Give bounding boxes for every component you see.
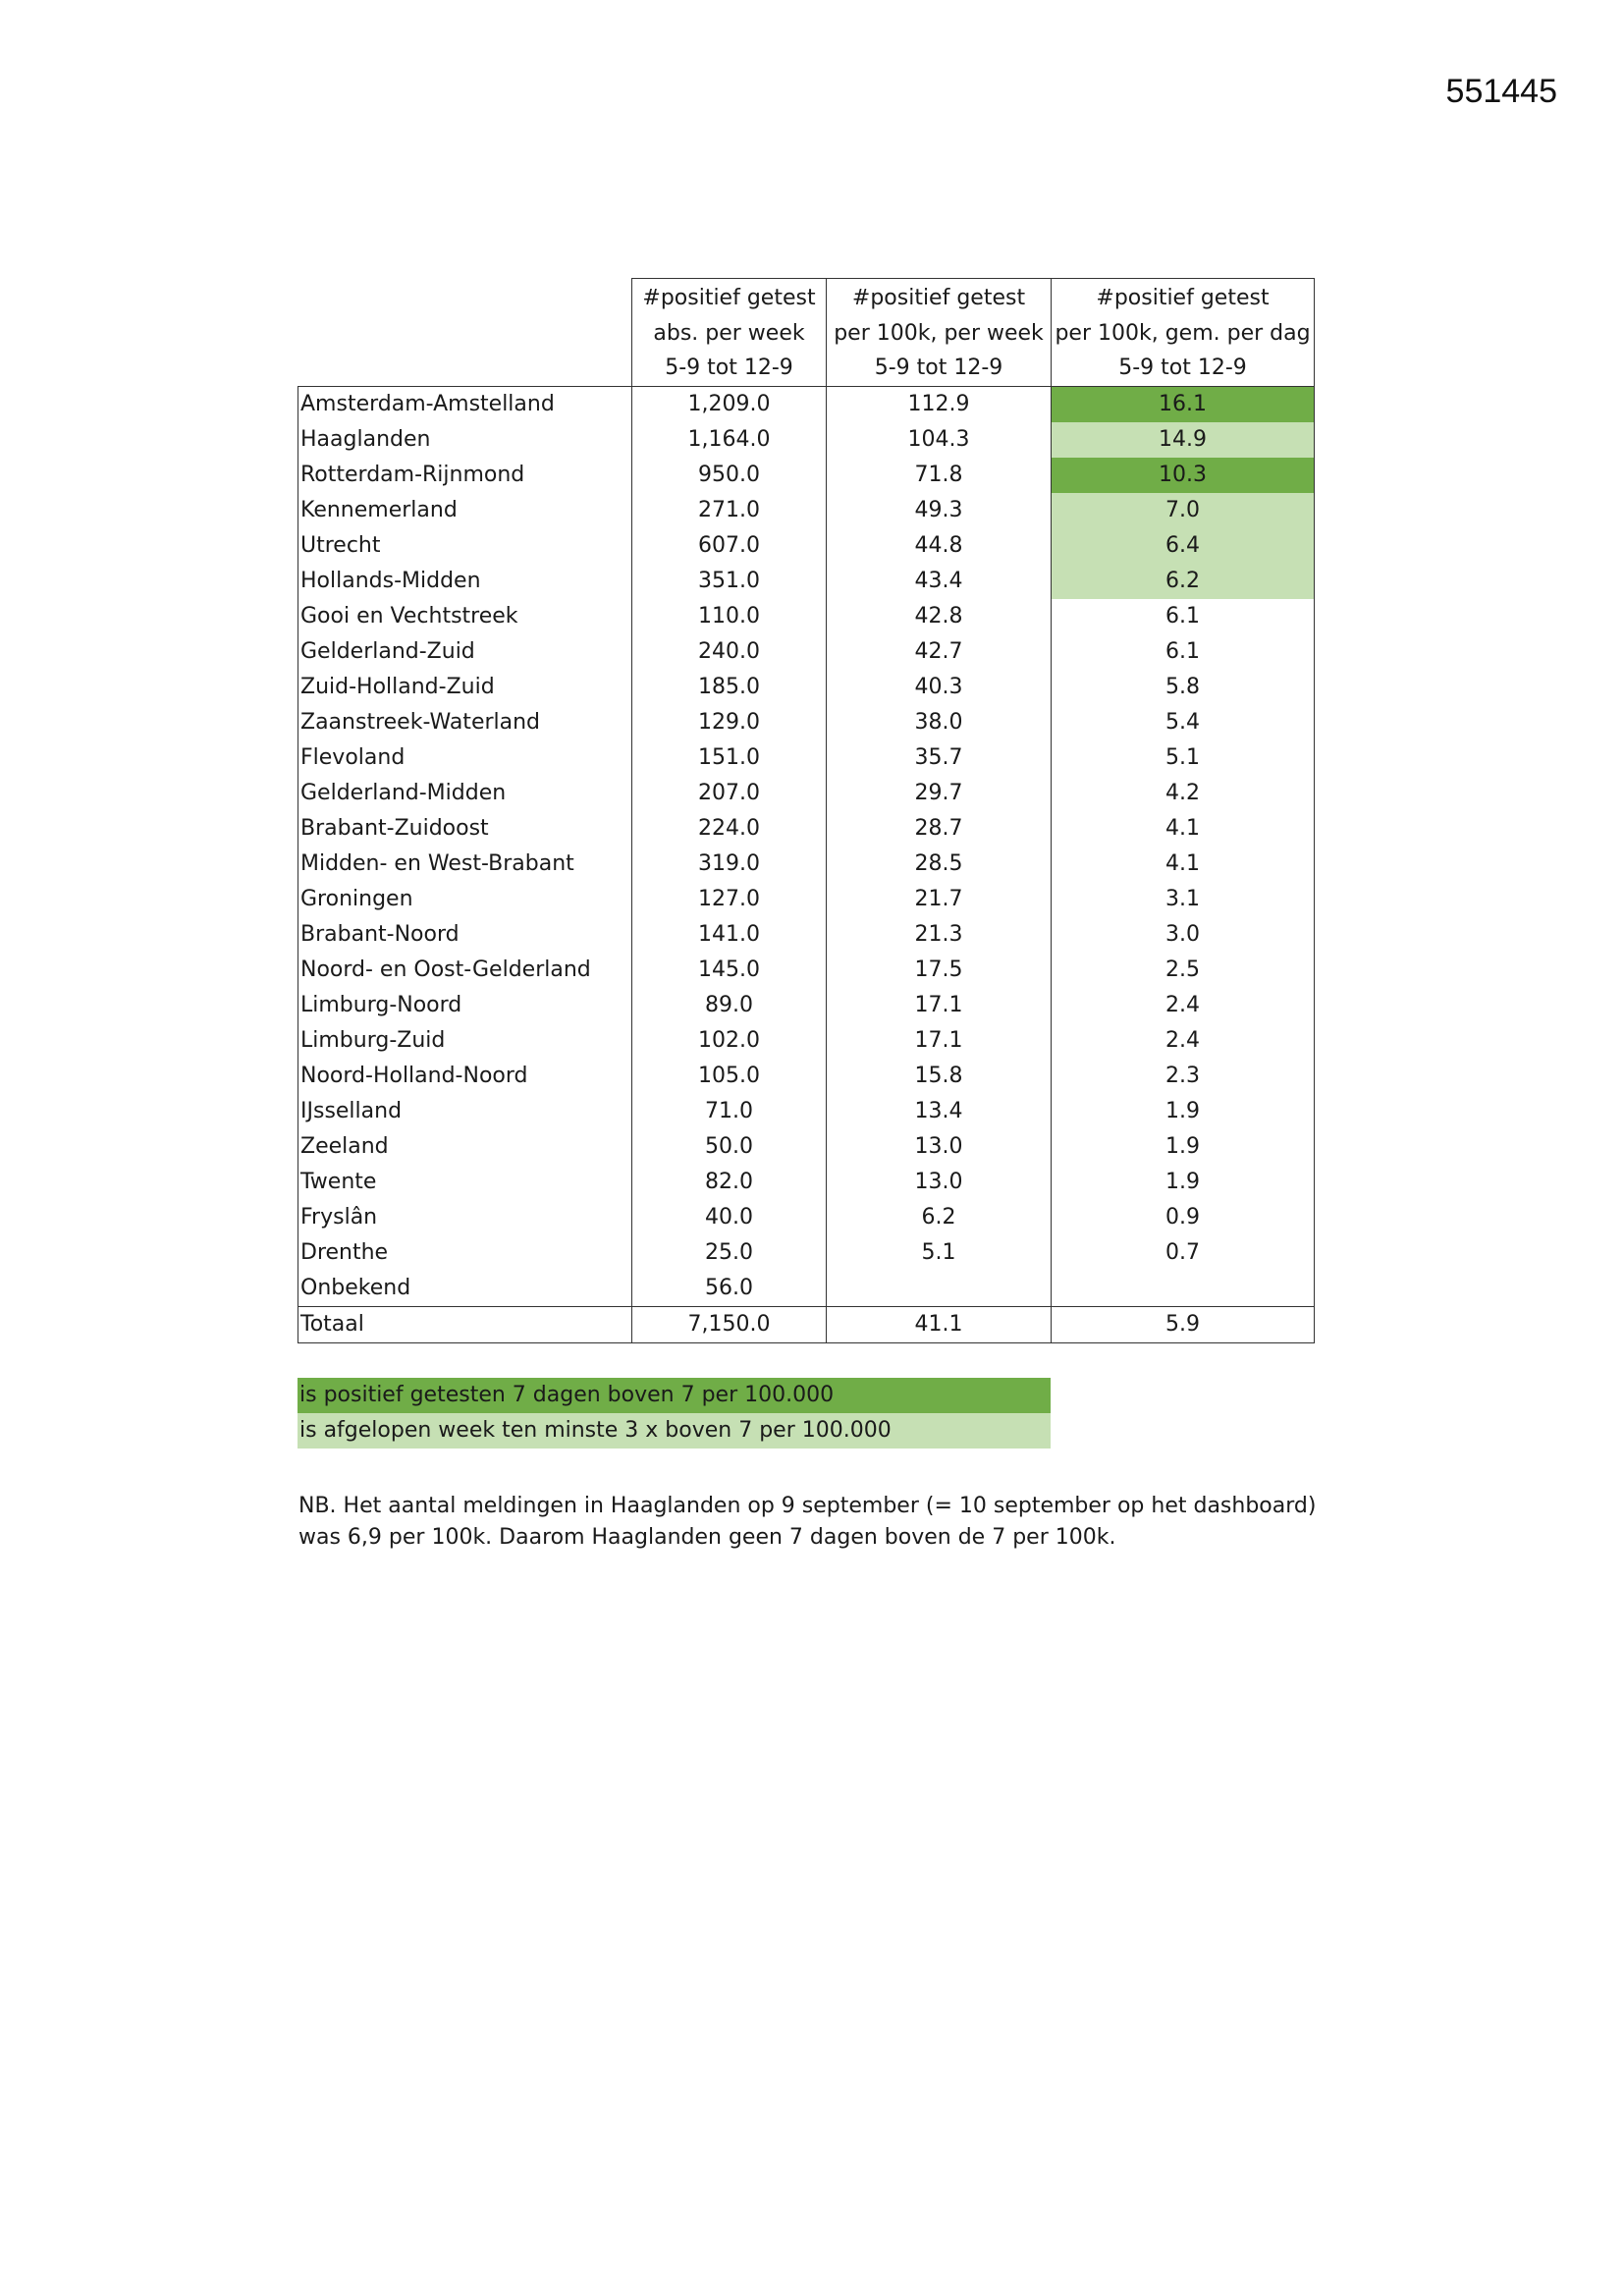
document-id: 551445 [1445, 73, 1557, 110]
table-row [298, 528, 1315, 564]
per-100k-per-day-cell: 5.4 [1052, 705, 1315, 740]
abs-per-week-cell: 129.0 [632, 705, 827, 740]
abs-per-week-cell: 950.0 [632, 458, 827, 493]
per-100k-per-week-cell: 17.5 [827, 953, 1052, 988]
per-100k-per-day-cell: 7.0 [1052, 493, 1315, 528]
table-row [298, 1023, 1315, 1059]
header-blank-cell [298, 279, 632, 387]
region-name: IJsselland [298, 1094, 632, 1129]
region-name: Brabant-Noord [298, 917, 632, 953]
per-100k-per-day-cell: 5.8 [1052, 670, 1315, 705]
per-100k-per-week-cell: 17.1 [827, 1023, 1052, 1059]
table-row [298, 564, 1315, 599]
per-100k-per-day-cell: 6.1 [1052, 599, 1315, 634]
per-100k-per-day-cell: 6.1 [1052, 634, 1315, 670]
table-row [298, 670, 1315, 705]
abs-per-week-cell: 50.0 [632, 1129, 827, 1165]
abs-per-week-cell: 141.0 [632, 917, 827, 953]
table-row [298, 422, 1315, 458]
table-row [298, 882, 1315, 917]
region-name: Zeeland [298, 1129, 632, 1165]
region-name: Flevoland [298, 740, 632, 776]
legend-light-green: is afgelopen week ten minste 3 x boven 7 per 100.000 [298, 1413, 1051, 1449]
per-100k-per-day-cell: 0.7 [1052, 1235, 1315, 1271]
per-100k-per-week-cell: 40.3 [827, 670, 1052, 705]
abs-per-week-cell: 607.0 [632, 528, 827, 564]
positive-tests-table [298, 278, 1315, 1343]
per-100k-per-day-cell: 2.5 [1052, 953, 1315, 988]
abs-per-week-cell: 102.0 [632, 1023, 827, 1059]
footnote-line-2: was 6,9 per 100k. Daarom Haaglanden geen 7 dagen boven de 7 per 100k. [298, 1525, 1116, 1550]
abs-per-week-cell: 207.0 [632, 776, 827, 811]
per-100k-per-week-cell: 104.3 [827, 422, 1052, 458]
region-name: Rotterdam-Rijnmond [298, 458, 632, 493]
table-row [298, 493, 1315, 528]
table-row [298, 599, 1315, 634]
per-100k-per-week-cell: 13.0 [827, 1165, 1052, 1200]
per-100k-per-week-cell: 28.5 [827, 847, 1052, 882]
abs-per-week-cell: 240.0 [632, 634, 827, 670]
region-name: Noord- en Oost-Gelderland [298, 953, 632, 988]
per-100k-per-week-cell: 5.1 [827, 1235, 1052, 1271]
region-name: Gelderland-Midden [298, 776, 632, 811]
region-name: Groningen [298, 882, 632, 917]
header-line: #positief getest [642, 286, 816, 310]
region-name: Fryslân [298, 1200, 632, 1235]
abs-per-week-cell: 1,164.0 [632, 422, 827, 458]
per-100k-per-week-cell: 6.2 [827, 1200, 1052, 1235]
per-100k-per-week-cell: 42.7 [827, 634, 1052, 670]
per-100k-per-day-cell: 4.2 [1052, 776, 1315, 811]
table-row [298, 705, 1315, 740]
table-row [298, 1200, 1315, 1235]
total-abs-cell: 7,150.0 [632, 1306, 827, 1342]
region-name: Haaglanden [298, 422, 632, 458]
footnote-line-1: NB. Het aantal meldingen in Haaglanden op 9 september (= 10 september op het dashboard) [298, 1494, 1317, 1518]
region-name: Gooi en Vechtstreek [298, 599, 632, 634]
table-row [298, 1129, 1315, 1165]
region-name: Hollands-Midden [298, 564, 632, 599]
per-100k-per-day-cell: 2.4 [1052, 1023, 1315, 1059]
per-100k-per-week-cell: 43.4 [827, 564, 1052, 599]
abs-per-week-cell: 151.0 [632, 740, 827, 776]
per-100k-per-week-cell: 13.0 [827, 1129, 1052, 1165]
per-100k-per-week-cell: 112.9 [827, 386, 1052, 422]
region-name: Kennemerland [298, 493, 632, 528]
abs-per-week-cell: 224.0 [632, 811, 827, 847]
per-100k-per-day-cell: 4.1 [1052, 811, 1315, 847]
per-100k-per-day-cell: 14.9 [1052, 422, 1315, 458]
table-row [298, 1271, 1315, 1307]
table-row [298, 1165, 1315, 1200]
abs-per-week-cell: 185.0 [632, 670, 827, 705]
abs-per-week-cell: 271.0 [632, 493, 827, 528]
legend-dark-green: is positief getesten 7 dagen boven 7 per 100.000 [298, 1378, 1051, 1413]
table-row [298, 917, 1315, 953]
header-line: abs. per week [653, 320, 805, 346]
table-row [298, 776, 1315, 811]
footnote [298, 1491, 1379, 1554]
table-row [298, 458, 1315, 493]
per-100k-per-day-cell: 16.1 [1052, 386, 1315, 422]
table-row [298, 1235, 1315, 1271]
abs-per-week-cell: 1,209.0 [632, 386, 827, 422]
region-name: Limburg-Noord [298, 988, 632, 1023]
per-100k-per-day-cell [1052, 1271, 1315, 1307]
per-100k-per-week-cell: 71.8 [827, 458, 1052, 493]
abs-per-week-cell: 105.0 [632, 1059, 827, 1094]
per-100k-per-week-cell: 42.8 [827, 599, 1052, 634]
header-per-100k-per-week [827, 279, 1052, 387]
header-line: #positief getest [1096, 286, 1270, 310]
per-100k-per-week-cell: 17.1 [827, 988, 1052, 1023]
header-line: 5-9 tot 12-9 [1118, 355, 1247, 380]
per-100k-per-day-cell: 6.4 [1052, 528, 1315, 564]
per-100k-per-week-cell: 21.7 [827, 882, 1052, 917]
header-line: 5-9 tot 12-9 [874, 355, 1003, 380]
region-name: Noord-Holland-Noord [298, 1059, 632, 1094]
per-100k-per-day-cell: 0.9 [1052, 1200, 1315, 1235]
per-100k-per-day-cell: 2.4 [1052, 988, 1315, 1023]
region-name: Onbekend [298, 1271, 632, 1307]
abs-per-week-cell: 56.0 [632, 1271, 827, 1307]
per-100k-per-day-cell: 1.9 [1052, 1094, 1315, 1129]
per-100k-per-day-cell: 1.9 [1052, 1165, 1315, 1200]
header-line: #positief getest [851, 286, 1026, 310]
per-100k-per-day-cell: 4.1 [1052, 847, 1315, 882]
per-100k-per-week-cell: 13.4 [827, 1094, 1052, 1129]
region-name: Twente [298, 1165, 632, 1200]
per-100k-per-day-cell: 10.3 [1052, 458, 1315, 493]
table-row [298, 634, 1315, 670]
region-name: Utrecht [298, 528, 632, 564]
header-line: per 100k, per week [834, 320, 1044, 346]
per-100k-per-week-cell: 49.3 [827, 493, 1052, 528]
abs-per-week-cell: 71.0 [632, 1094, 827, 1129]
region-name: Amsterdam-Amstelland [298, 386, 632, 422]
header-per-100k-per-day [1052, 279, 1315, 387]
total-label: Totaal [298, 1306, 632, 1342]
per-100k-per-week-cell: 35.7 [827, 740, 1052, 776]
header-abs-per-week [632, 279, 827, 387]
abs-per-week-cell: 89.0 [632, 988, 827, 1023]
total-row [298, 1306, 1315, 1342]
table-row [298, 953, 1315, 988]
abs-per-week-cell: 127.0 [632, 882, 827, 917]
per-100k-per-day-cell: 6.2 [1052, 564, 1315, 599]
total-per-100k-cell: 41.1 [827, 1306, 1052, 1342]
per-100k-per-day-cell: 2.3 [1052, 1059, 1315, 1094]
table-row [298, 740, 1315, 776]
table-row [298, 386, 1315, 422]
table-row [298, 1094, 1315, 1129]
region-name: Gelderland-Zuid [298, 634, 632, 670]
per-100k-per-day-cell: 3.0 [1052, 917, 1315, 953]
region-name: Limburg-Zuid [298, 1023, 632, 1059]
per-100k-per-week-cell: 38.0 [827, 705, 1052, 740]
abs-per-week-cell: 82.0 [632, 1165, 827, 1200]
abs-per-week-cell: 319.0 [632, 847, 827, 882]
abs-per-week-cell: 25.0 [632, 1235, 827, 1271]
per-100k-per-day-cell: 5.1 [1052, 740, 1315, 776]
header-line: per 100k, gem. per dag [1055, 320, 1311, 346]
per-100k-per-week-cell: 21.3 [827, 917, 1052, 953]
abs-per-week-cell: 110.0 [632, 599, 827, 634]
header-line: 5-9 tot 12-9 [665, 355, 793, 380]
table-row [298, 1059, 1315, 1094]
per-100k-per-week-cell: 28.7 [827, 811, 1052, 847]
region-name: Zaanstreek-Waterland [298, 705, 632, 740]
per-100k-per-week-cell: 15.8 [827, 1059, 1052, 1094]
table-body [298, 386, 1315, 1342]
abs-per-week-cell: 145.0 [632, 953, 827, 988]
region-name: Drenthe [298, 1235, 632, 1271]
region-name: Midden- en West-Brabant [298, 847, 632, 882]
abs-per-week-cell: 40.0 [632, 1200, 827, 1235]
total-per-day-cell: 5.9 [1052, 1306, 1315, 1342]
per-100k-per-week-cell: 44.8 [827, 528, 1052, 564]
per-100k-per-day-cell: 1.9 [1052, 1129, 1315, 1165]
table-row [298, 988, 1315, 1023]
table-row [298, 811, 1315, 847]
region-name: Brabant-Zuidoost [298, 811, 632, 847]
per-100k-per-week-cell: 29.7 [827, 776, 1052, 811]
table-row [298, 847, 1315, 882]
per-100k-per-day-cell: 3.1 [1052, 882, 1315, 917]
per-100k-per-week-cell [827, 1271, 1052, 1307]
region-name: Zuid-Holland-Zuid [298, 670, 632, 705]
table-header-row [298, 279, 1315, 387]
abs-per-week-cell: 351.0 [632, 564, 827, 599]
